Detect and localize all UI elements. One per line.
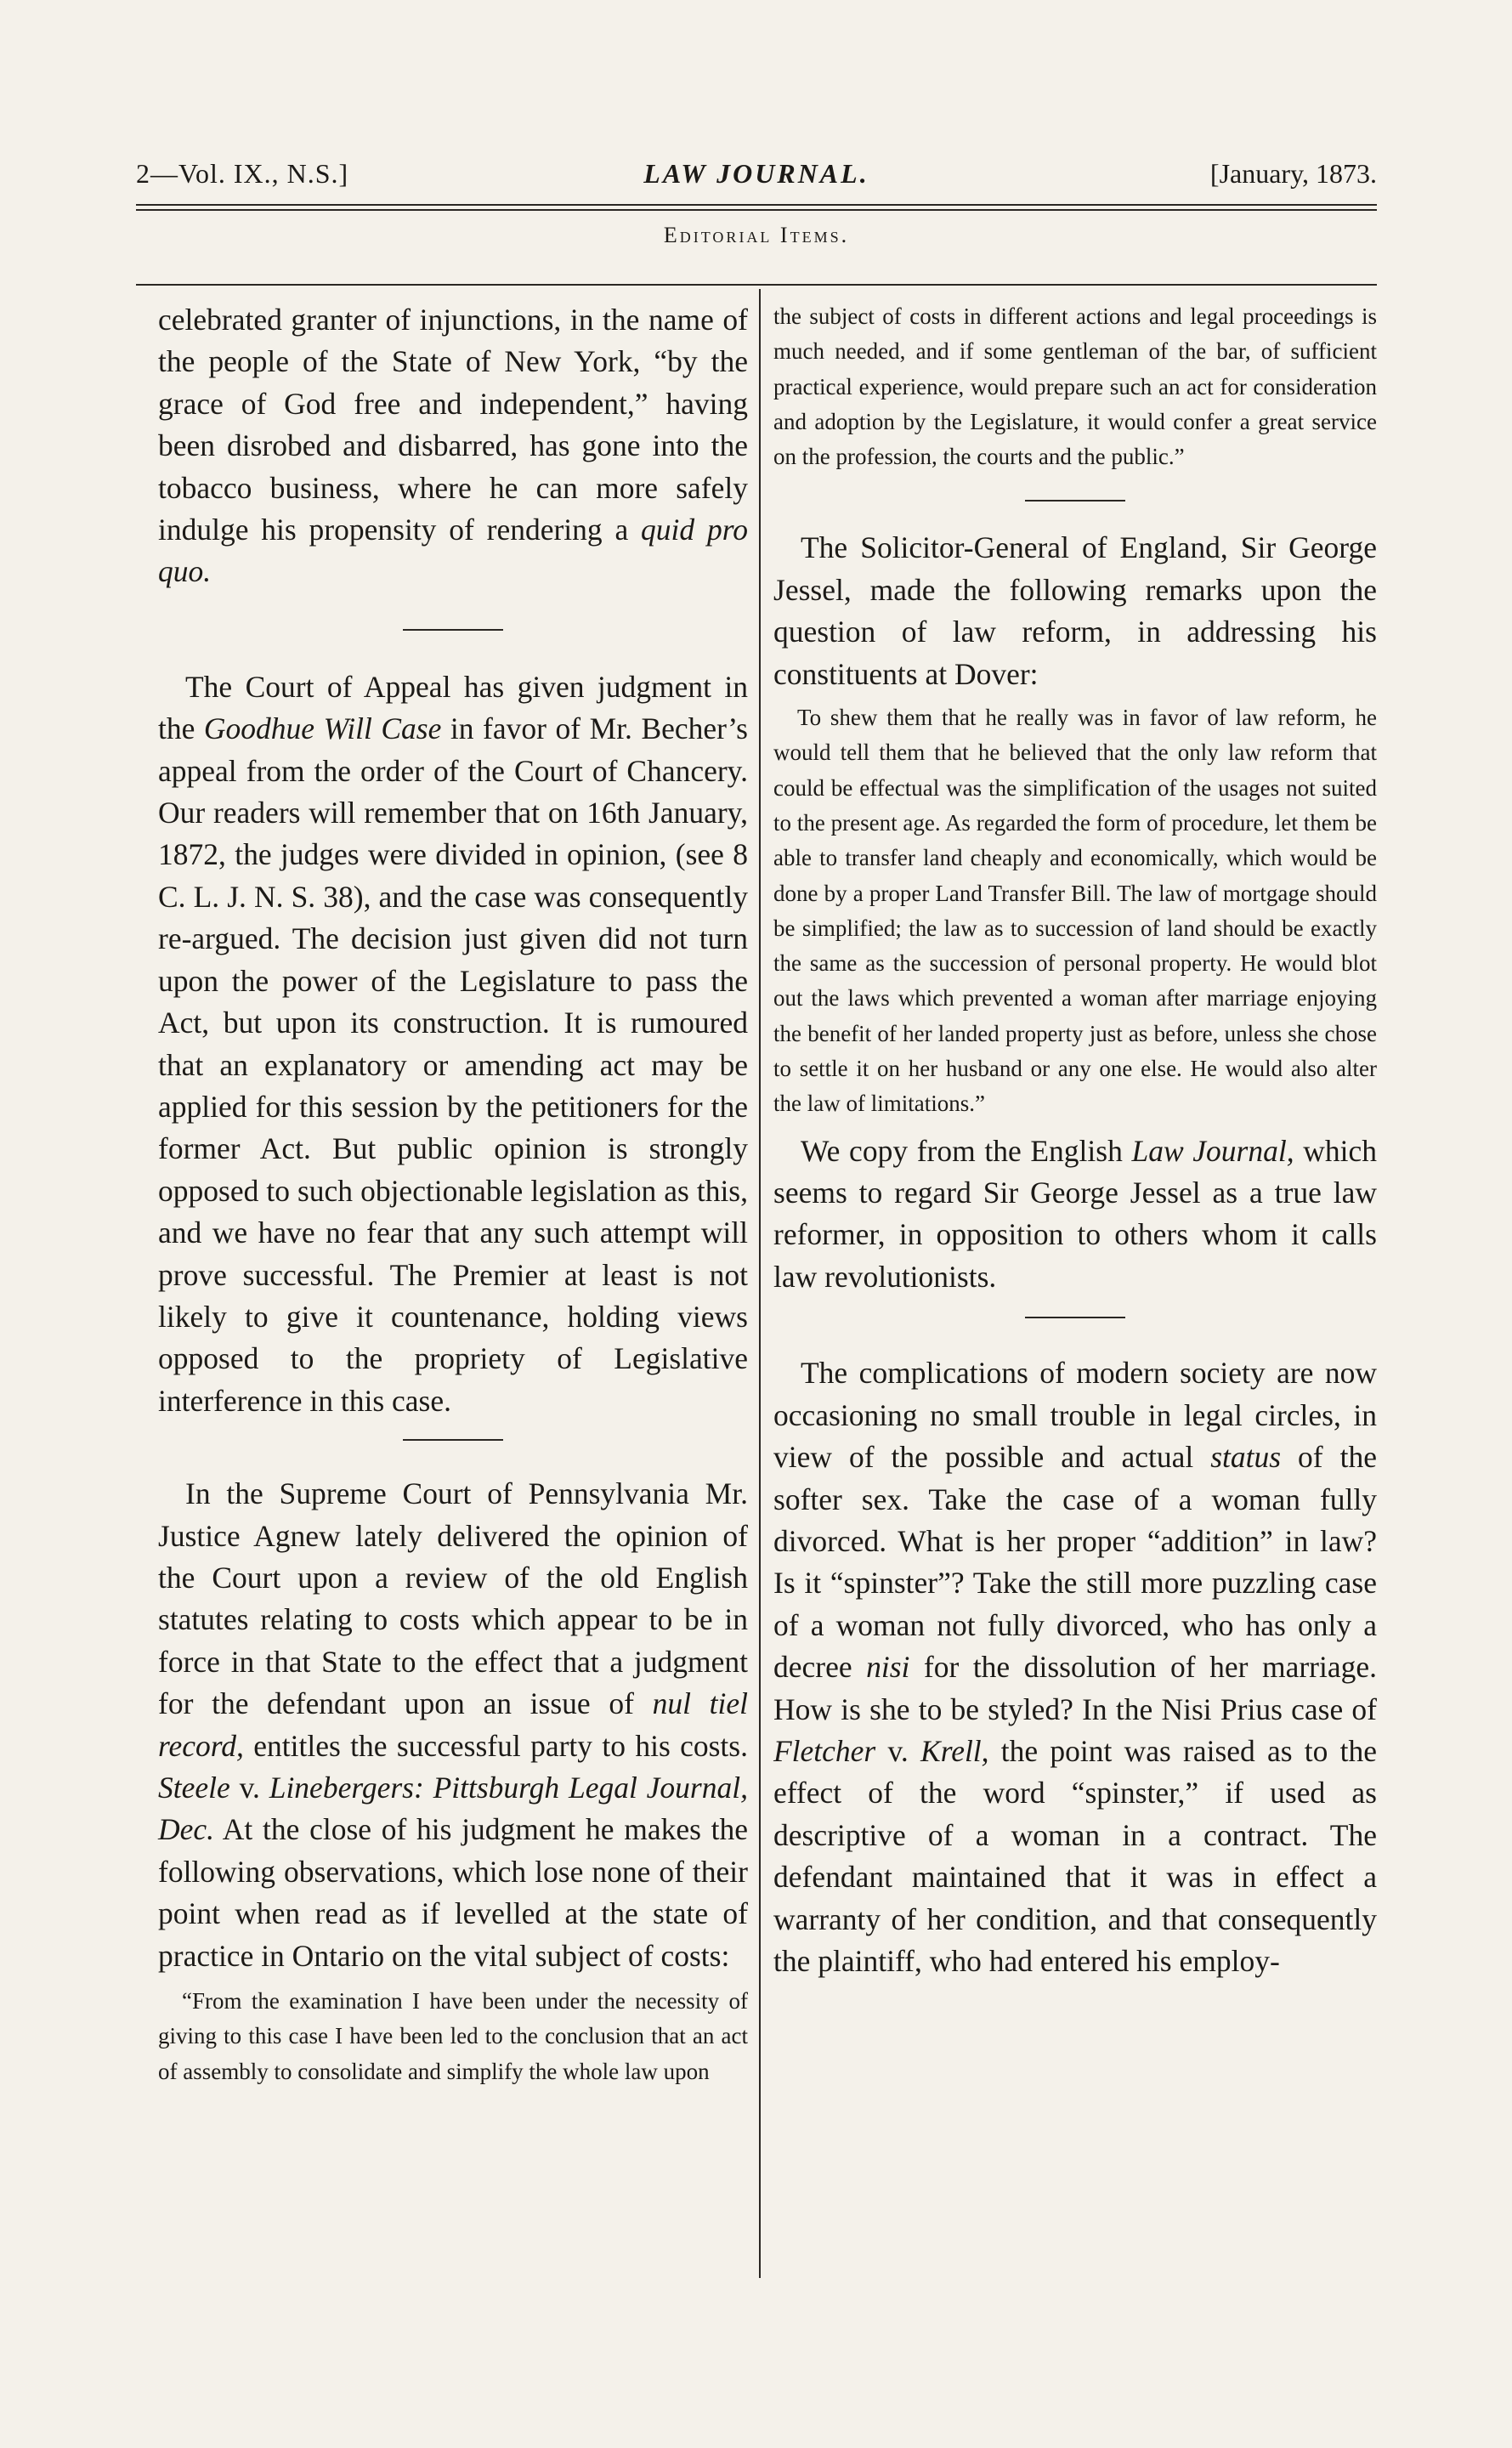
section-rule [136,284,1377,286]
column-divider [759,289,761,2278]
agnew-quotation-start: “From the examination I have been under the necessity of giving to this case I have been led to the conclusion that an act of assembly to consolidate and simplify the whole law upon [158,1988,748,2084]
spinster-status-paragraph: The complications of modern society are now occasioning no small trouble in legal circles, in view of the possible and actual status of the softer sex. Take the case of a woman fully divorced. What is her proper “addition” in law? Is it “spinster”? Take the still more puzzling case of a woman not fully divorced, who has only a decree nisi for the dissolution of her marriage. How is she to be styled? In the Nisi Prius case of Fletcher v. Krell, the point was raised as to the effect of the word “spinster,” if used as descriptive of a woman in a contract. The defendant maintained that it was in effect a warranty of her condition, and that consequently the plaintiff, who had entered his employ- [773,1356,1377,1978]
agnew-quotation-end: the subject of costs in different actions and legal proceedings is much needed, and if some gentleman of the bar, of sufficient practical experience, would prepare such an act for consideration and adoption by the Legislature, it would confer a great service on the profession, the courts and the public.” [773,303,1377,470]
journal-title: LAW JOURNAL. [643,158,869,189]
goodhue-will-paragraph: The Court of Appeal has given judgment in the Goodhue Will Case in favor of Mr. Becher’s appeal from the order of the Court of Chancery. Our readers will remember that on 16th January, 1872, the judges were divided in opinion, (see 8 C. L. J. N. S. 38), and the case was consequently re-argued. The decision just given did not turn upon the power of the Legislature to pass the Act, but upon its construction. It is rumoured that an explanatory or amending act may be applied for this session by the petitioners for the former Act. But public opinion is strongly opposed to such objectionable legislation as this, and we have no fear that any such attempt will prove successful. The Premier at least is not likely to give it countenance, holding views opposed to the propriety of Legislative interference in this case. [158,669,748,1418]
law-journal-paragraph: We copy from the English Law Journal, which seems to regard Sir George Jessel as a true law reformer, in opposition to others whom it calls law revolutionists. [773,1133,1378,1294]
section-title: Editorial Items. [663,223,850,247]
solicitor-general-paragraph: The Solicitor-General of England, Sir George Jessel, made the following remarks upon the question of law reform, in addressing his constituents at Dover: [773,530,1377,691]
right-column [773,299,1377,1982]
volume-label: 2—Vol. IX., N.S.] [136,158,349,189]
pennsylvania-costs-paragraph: In the Supreme Court of Pennsylvania Mr. Justice Agnew lately delivered the opinion of the Court upon a review of the old English statutes relating to costs which appear to be in force in that State to the effect that a judgment for the defendant upon an issue of nul tiel record, entitles the successful party to his costs. Steele v. Linebergers: Pittsburgh Legal Journal, Dec. At the close of his judgment he makes the following observations, which lose none of their point when read as if levelled at the state of practice in Ontario on the vital subject of costs: [158,1476,749,1973]
left-column [158,299,748,2089]
header-rule-bottom [136,209,1377,211]
running-header [136,158,1377,202]
injunctions-paragraph: celebrated granter of injunctions, in the name of the people of the State of New York, “by the grace of God free and independent,” having been disrobed and disbarred, has gone into the tobacco business, where he can more safely indulge his propensity of rendering a quid pro quo. [158,303,748,589]
header-rule-top [136,204,1377,206]
issue-date: [January, 1873. [1209,158,1377,189]
jessel-quotation: To shew them that he really was in favor of law reform, he would tell them that he believed that the only law reform that could be effectual was the simplification of the usages not suited to the present age. As regarded the form of procedure, let them be able to transfer land cheaply and economically, which would be done by a proper Land Transfer Bill. The law of mortgage should be simplified; the law as to succession of land should be exactly the same as the succession of personal property. He would blot out the laws which prevented a woman after marriage enjoying the benefit of her landed property just as before, unless she chose to settle it on her husband or any one else. He would also alter the law of limitations.” [773,705,1377,1117]
